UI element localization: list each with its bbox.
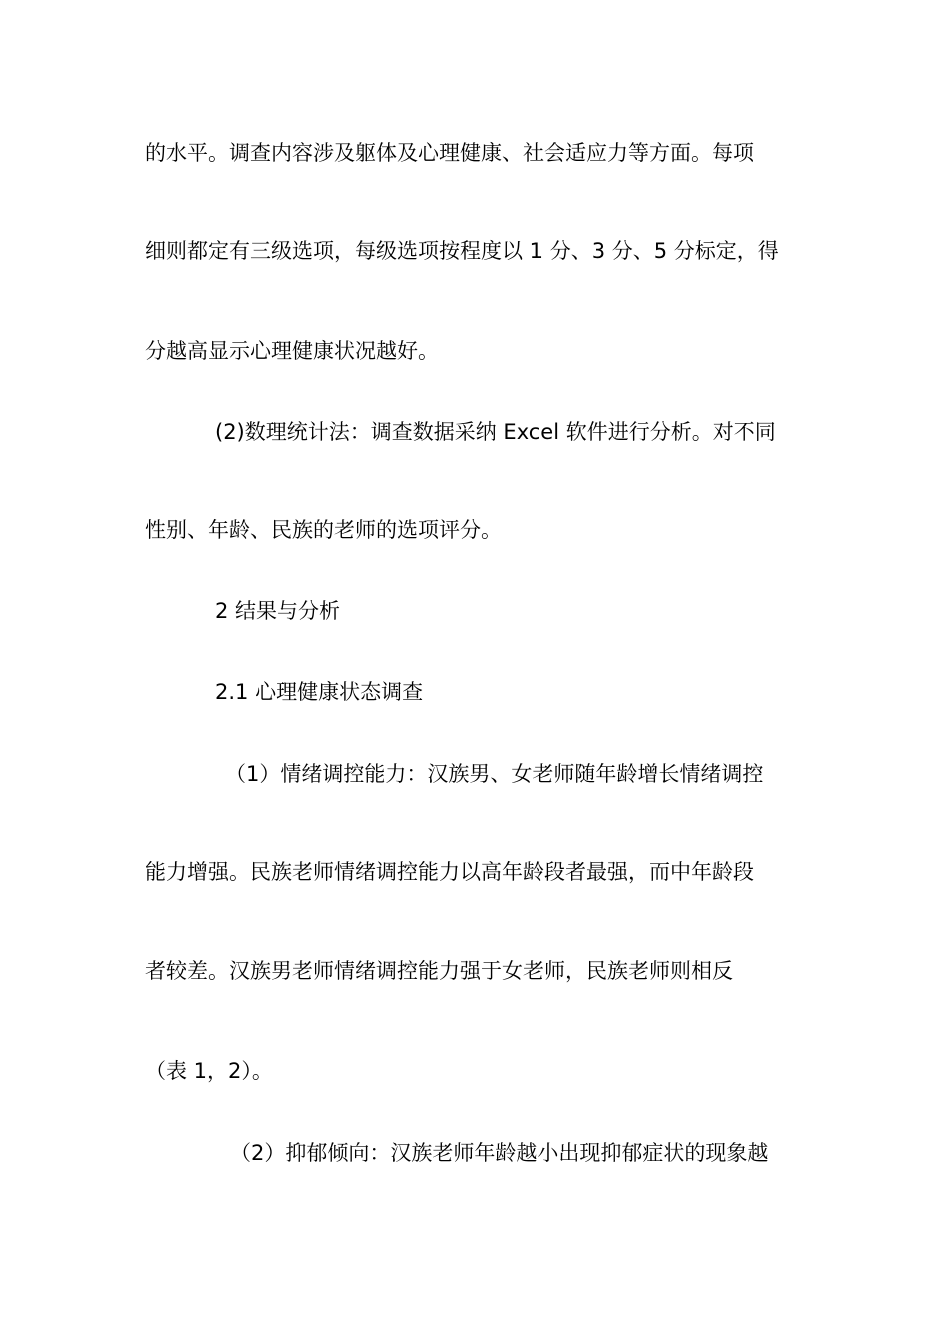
paragraph-line-5: 性别、年龄、民族的老师的选项评分。 [145, 518, 502, 542]
section-heading: 2 结果与分析 [215, 599, 341, 623]
paragraph-line-10: （2）抑郁倾向：汉族老师年龄越小出现抑郁症状的现象越 [230, 1141, 769, 1165]
subsection-heading: 2.1 心理健康状态调查 [215, 680, 424, 704]
paragraph-line-9: （表 1，2）。 [145, 1059, 273, 1083]
paragraph-line-7: 能力增强。民族老师情绪调控能力以高年龄段者最强，而中年龄段 [145, 860, 754, 884]
paragraph-line-6: （1）情绪调控能力：汉族男、女老师随年龄增长情绪调控 [225, 762, 764, 786]
paragraph-line-3: 分越高显示心理健康状况越好。 [145, 339, 439, 363]
paragraph-line-2: 细则都定有三级选项，每级选项按程度以 1 分、3 分、5 分标定，得 [145, 239, 779, 263]
paragraph-line-4: (2)数理统计法：调查数据采纳 Excel 软件进行分析。对不同 [215, 420, 776, 444]
paragraph-line-8: 者较差。汉族男老师情绪调控能力强于女老师，民族老师则相反 [145, 959, 733, 983]
paragraph-line-1: 的水平。调查内容涉及躯体及心理健康、社会适应力等方面。每项 [145, 141, 754, 165]
